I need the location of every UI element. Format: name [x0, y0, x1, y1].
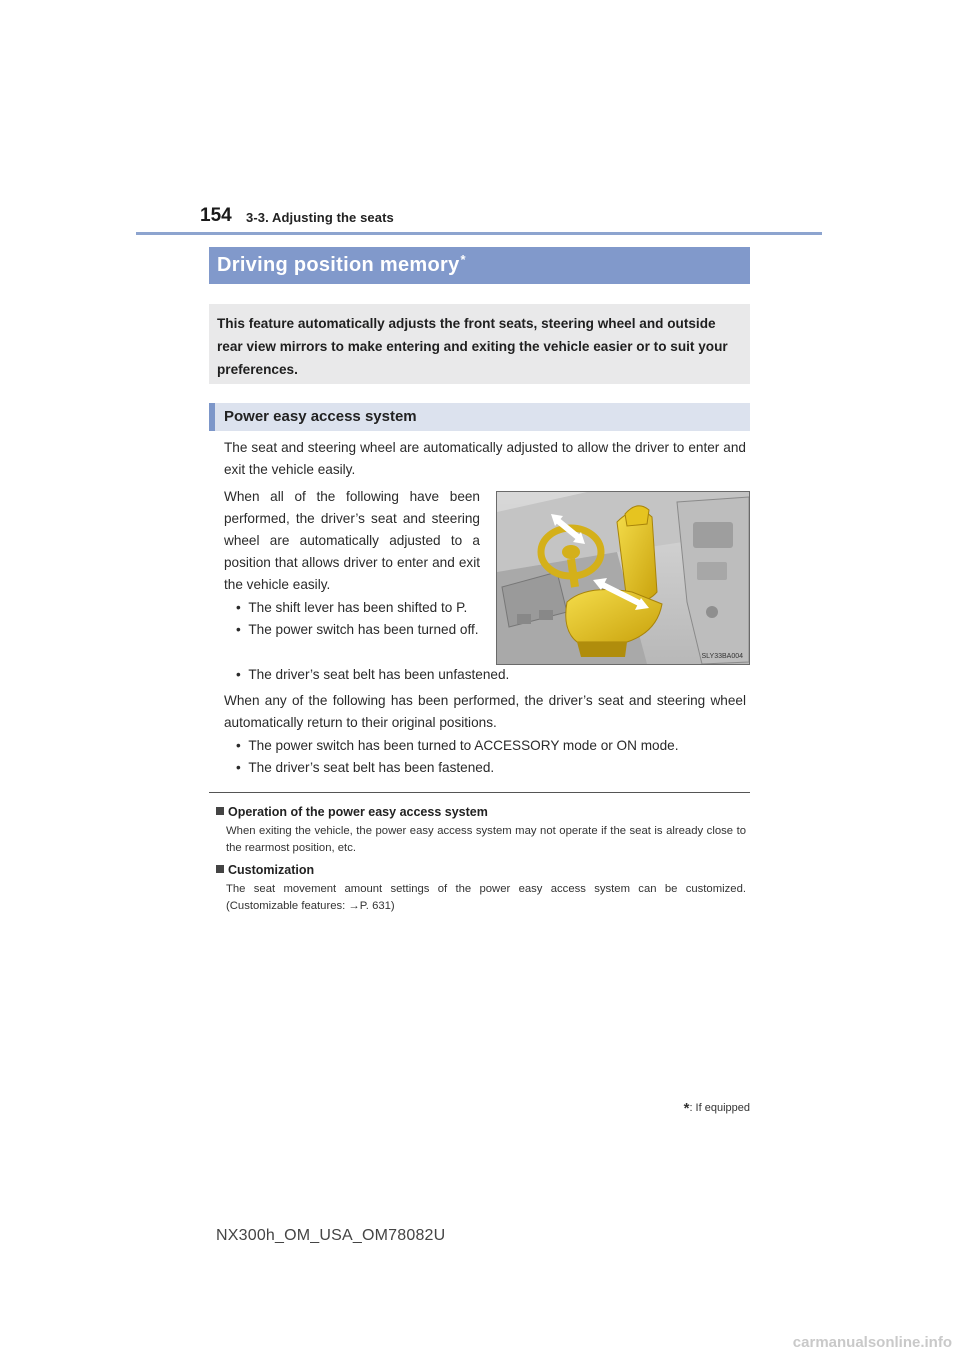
watermark: carmanualsonline.info: [792, 1334, 952, 1351]
paragraph-conditions: When all of the following have been performed, the driver’s seat and steering wheel are automatically adjusted to a position that allows driver to enter and exit the vehicle easily.: [224, 489, 480, 592]
header-divider: [136, 232, 822, 235]
bullet-item: • The driver’s seat belt has been fastened.: [236, 760, 495, 775]
seat-illustration-drawing: [497, 492, 749, 664]
subheading-text: Power easy access system: [224, 408, 417, 425]
illustration-code: SLY33BA004: [701, 653, 743, 660]
note-body: The seat movement amount settings of the power easy access system can be customized. (Customizable features: →P. 631): [226, 883, 746, 912]
intro-text: This feature automatically adjusts the front seats, steering wheel and outside rear view mirrors to make entering and exiting the vehicle easier or to suit your preferences.: [217, 316, 728, 377]
intro-box: [209, 304, 750, 384]
square-bullet-icon: [216, 807, 224, 815]
subheading-power-easy-access: [209, 403, 750, 431]
notes-divider: [209, 792, 750, 793]
note-heading: Customization: [216, 862, 314, 878]
section-title: [209, 247, 750, 284]
if-equipped-marker: *: [460, 252, 466, 267]
note-body: When exiting the vehicle, the power easy access system may not operate if the seat is already close to the rearmost position, etc.: [226, 825, 746, 854]
page-number: 154: [200, 205, 232, 226]
bullet-item: • The power switch has been turned to ACCESSORY mode or ON mode.: [236, 738, 679, 753]
asterisk-icon: *: [683, 1100, 690, 1117]
square-bullet-icon: [216, 865, 224, 873]
paragraph-return: When any of the following has been performed, the driver’s seat and steering wheel automatically return to their original positions.: [224, 693, 746, 730]
footnote-if-equipped: *: If equipped: [683, 1100, 750, 1117]
section-title-text: Driving position memory: [217, 254, 460, 276]
bullet-item: • The power switch has been turned off.: [236, 622, 479, 637]
section-reference: 3-3. Adjusting the seats: [246, 210, 394, 225]
paragraph-overview: The seat and steering wheel are automatically adjusted to allow the driver to enter and exit the vehicle easily.: [224, 440, 746, 477]
note-heading: Operation of the power easy access system: [216, 804, 488, 820]
seat-illustration: [496, 491, 750, 665]
bullet-item: • The driver’s seat belt has been unfastened.: [236, 667, 510, 682]
bullet-item: • The shift lever has been shifted to P.: [236, 600, 468, 615]
document-code: NX300h_OM_USA_OM78082U: [216, 1227, 446, 1244]
